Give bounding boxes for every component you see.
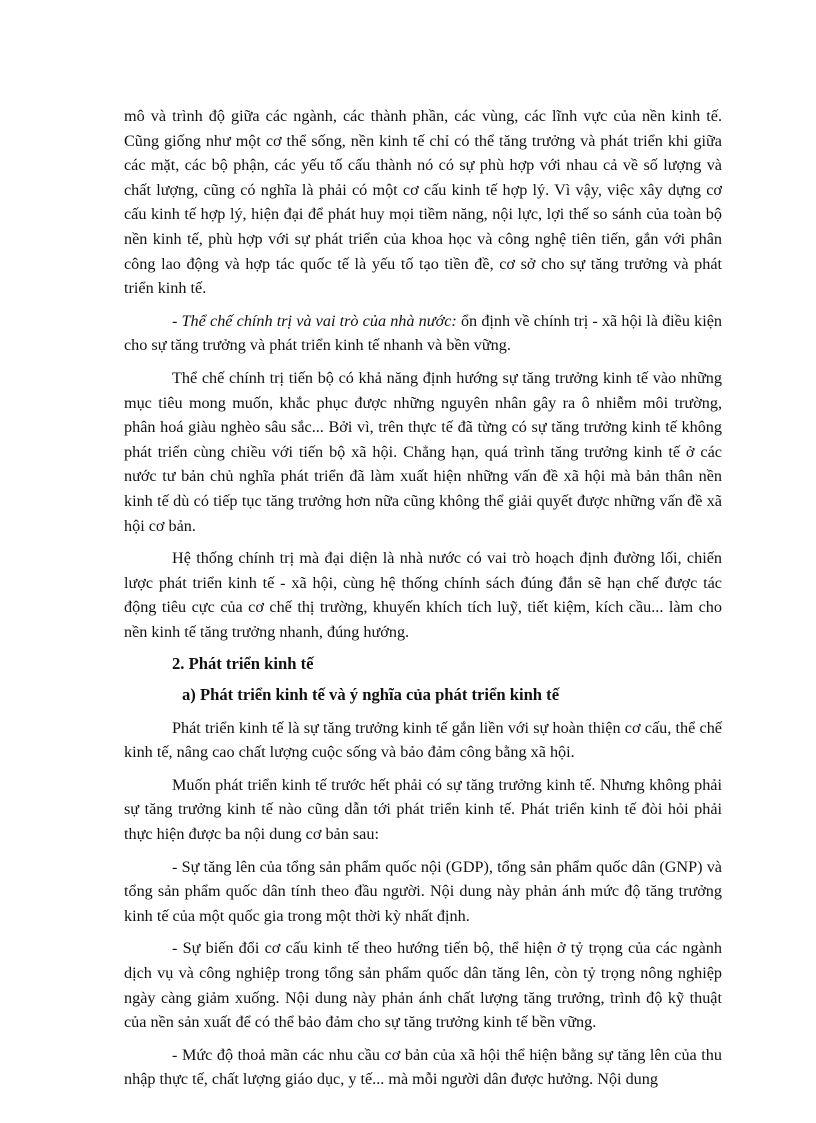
section-heading-economic-development: 2. Phát triển kinh tế bbox=[172, 654, 314, 674]
paragraph-economic-structure: mô và trình độ giữa các ngành, các thành phần, các vùng, các lĩnh vực của nền kinh tế. Cũng giống như một cơ thể sống, nền kinh tế chỉ có thể tăng trưởng và phát triển khi giữa các mặt, các bộ phận, các yếu tố cấu thành nó có sự phù hợp với nhau cả về số lượng và chất lượng, cũng có nghĩa là phải có một cơ cấu kinh tế hợp lý. Vì vậy, việc xây dựng cơ cấu kinh tế hợp lý, hiện đại để phát huy mọi tiềm năng, nội lực, lợi thế so sánh của toàn bộ nền kinh tế, phù hợp với sự phát triển của khoa học và công nghệ tiên tiến, gắn với phân công lao động và hợp tác quốc tế là yếu tố tạo tiền đề, cơ sở cho sự tăng trưởng và phát triển kinh tế. bbox=[124, 107, 722, 298]
paragraph-definition: Phát triển kinh tế là sự tăng trưởng kinh tế gắn liền với sự hoàn thiện cơ cấu, thể chế kinh tế, nâng cao chất lượng cuộc sống và bảo đảm công bằng xã hội. bbox=[124, 718, 722, 762]
subsection-heading-meaning: a) Phát triển kinh tế và ý nghĩa của phát triển kinh tế bbox=[182, 685, 560, 705]
paragraph-gdp-growth: - Sự tăng lên của tổng sản phẩm quốc nội (GDP), tổng sản phẩm quốc dân (GNP) và tổng sản phẩm quốc dân tính theo đầu người. Nội dung này phản ánh mức độ tăng trưởng kinh tế của một quốc gia trong một thời kỳ nhất định. bbox=[124, 857, 722, 925]
document-page bbox=[124, 104, 722, 1100]
paragraph-political-system: Hệ thống chính trị mà đại diện là nhà nước có vai trò hoạch định đường lối, chiến lược phát triển kinh tế - xã hội, cùng hệ thống chính sách đúng đắn sẽ hạn chế được tác động tiêu cực của cơ chế thị trường, khuyến khích tích luỹ, tiết kiệm, kích cầu... làm cho nền kinh tế tăng trưởng nhanh, đúng hướng. bbox=[124, 549, 722, 641]
paragraph-requirements: Muốn phát triển kinh tế trước hết phải có sự tăng trưởng kinh tế. Nhưng không phải sự tăng trưởng kinh tế nào cũng dẫn tới phát triển kinh tế. Phát triển kinh tế đòi hỏi phải thực hiện được ba nội dung cơ bản sau: bbox=[124, 775, 722, 844]
paragraph-basic-needs: - Mức độ thoả mãn các nhu cầu cơ bản của xã hội thể hiện bằng sự tăng lên của thu nhập thực tế, chất lượng giáo dục, y tế... mà mỗi người dân được hưởng. Nội dung bbox=[124, 1045, 722, 1089]
paragraph-political-institution-text: ổn định về chính trị - xã hội là điều kiện cho sự tăng trưởng và phát triển kinh tế nhanh và bền vững. bbox=[124, 311, 722, 355]
italic-lead-political-institution: - Thể chế chính trị và vai trò của nhà nước: bbox=[172, 311, 457, 330]
paragraph-progressive-institution: Thể chế chính trị tiến bộ có khả năng định hướng sự tăng trưởng kinh tế vào những mục tiêu mong muốn, khắc phục được những nguyên nhân gây ra ô nhiễm môi trường, phân hoá giàu nghèo sâu sắc... Bởi vì, trên thực tế đã từng có sự tăng trưởng kinh tế không phát triển cùng chiều với tiến bộ xã hội. Chẳng hạn, quá trình tăng trưởng kinh tế ở các nước tư bản chủ nghĩa phát triển đã làm xuất hiện những vấn đề xã hội mà bản thân nền kinh tế dù có tiếp tục tăng trưởng hơn nữa cũng không thể giải quyết được những vấn đề xã hội cơ bản. bbox=[124, 368, 722, 535]
paragraph-political-institution bbox=[124, 309, 722, 358]
paragraph-structure-change: - Sự biến đổi cơ cấu kinh tế theo hướng tiến bộ, thể hiện ở tỷ trọng của các ngành dịch vụ và công nghiệp trong tổng sản phẩm quốc dân tăng lên, còn tỷ trọng nông nghiệp ngày càng giảm xuống. Nội dung này phản ánh chất lượng tăng trưởng, trình độ kỹ thuật của nền sản xuất để có thể bảo đảm cho sự tăng trưởng kinh tế bền vững. bbox=[124, 939, 722, 1032]
